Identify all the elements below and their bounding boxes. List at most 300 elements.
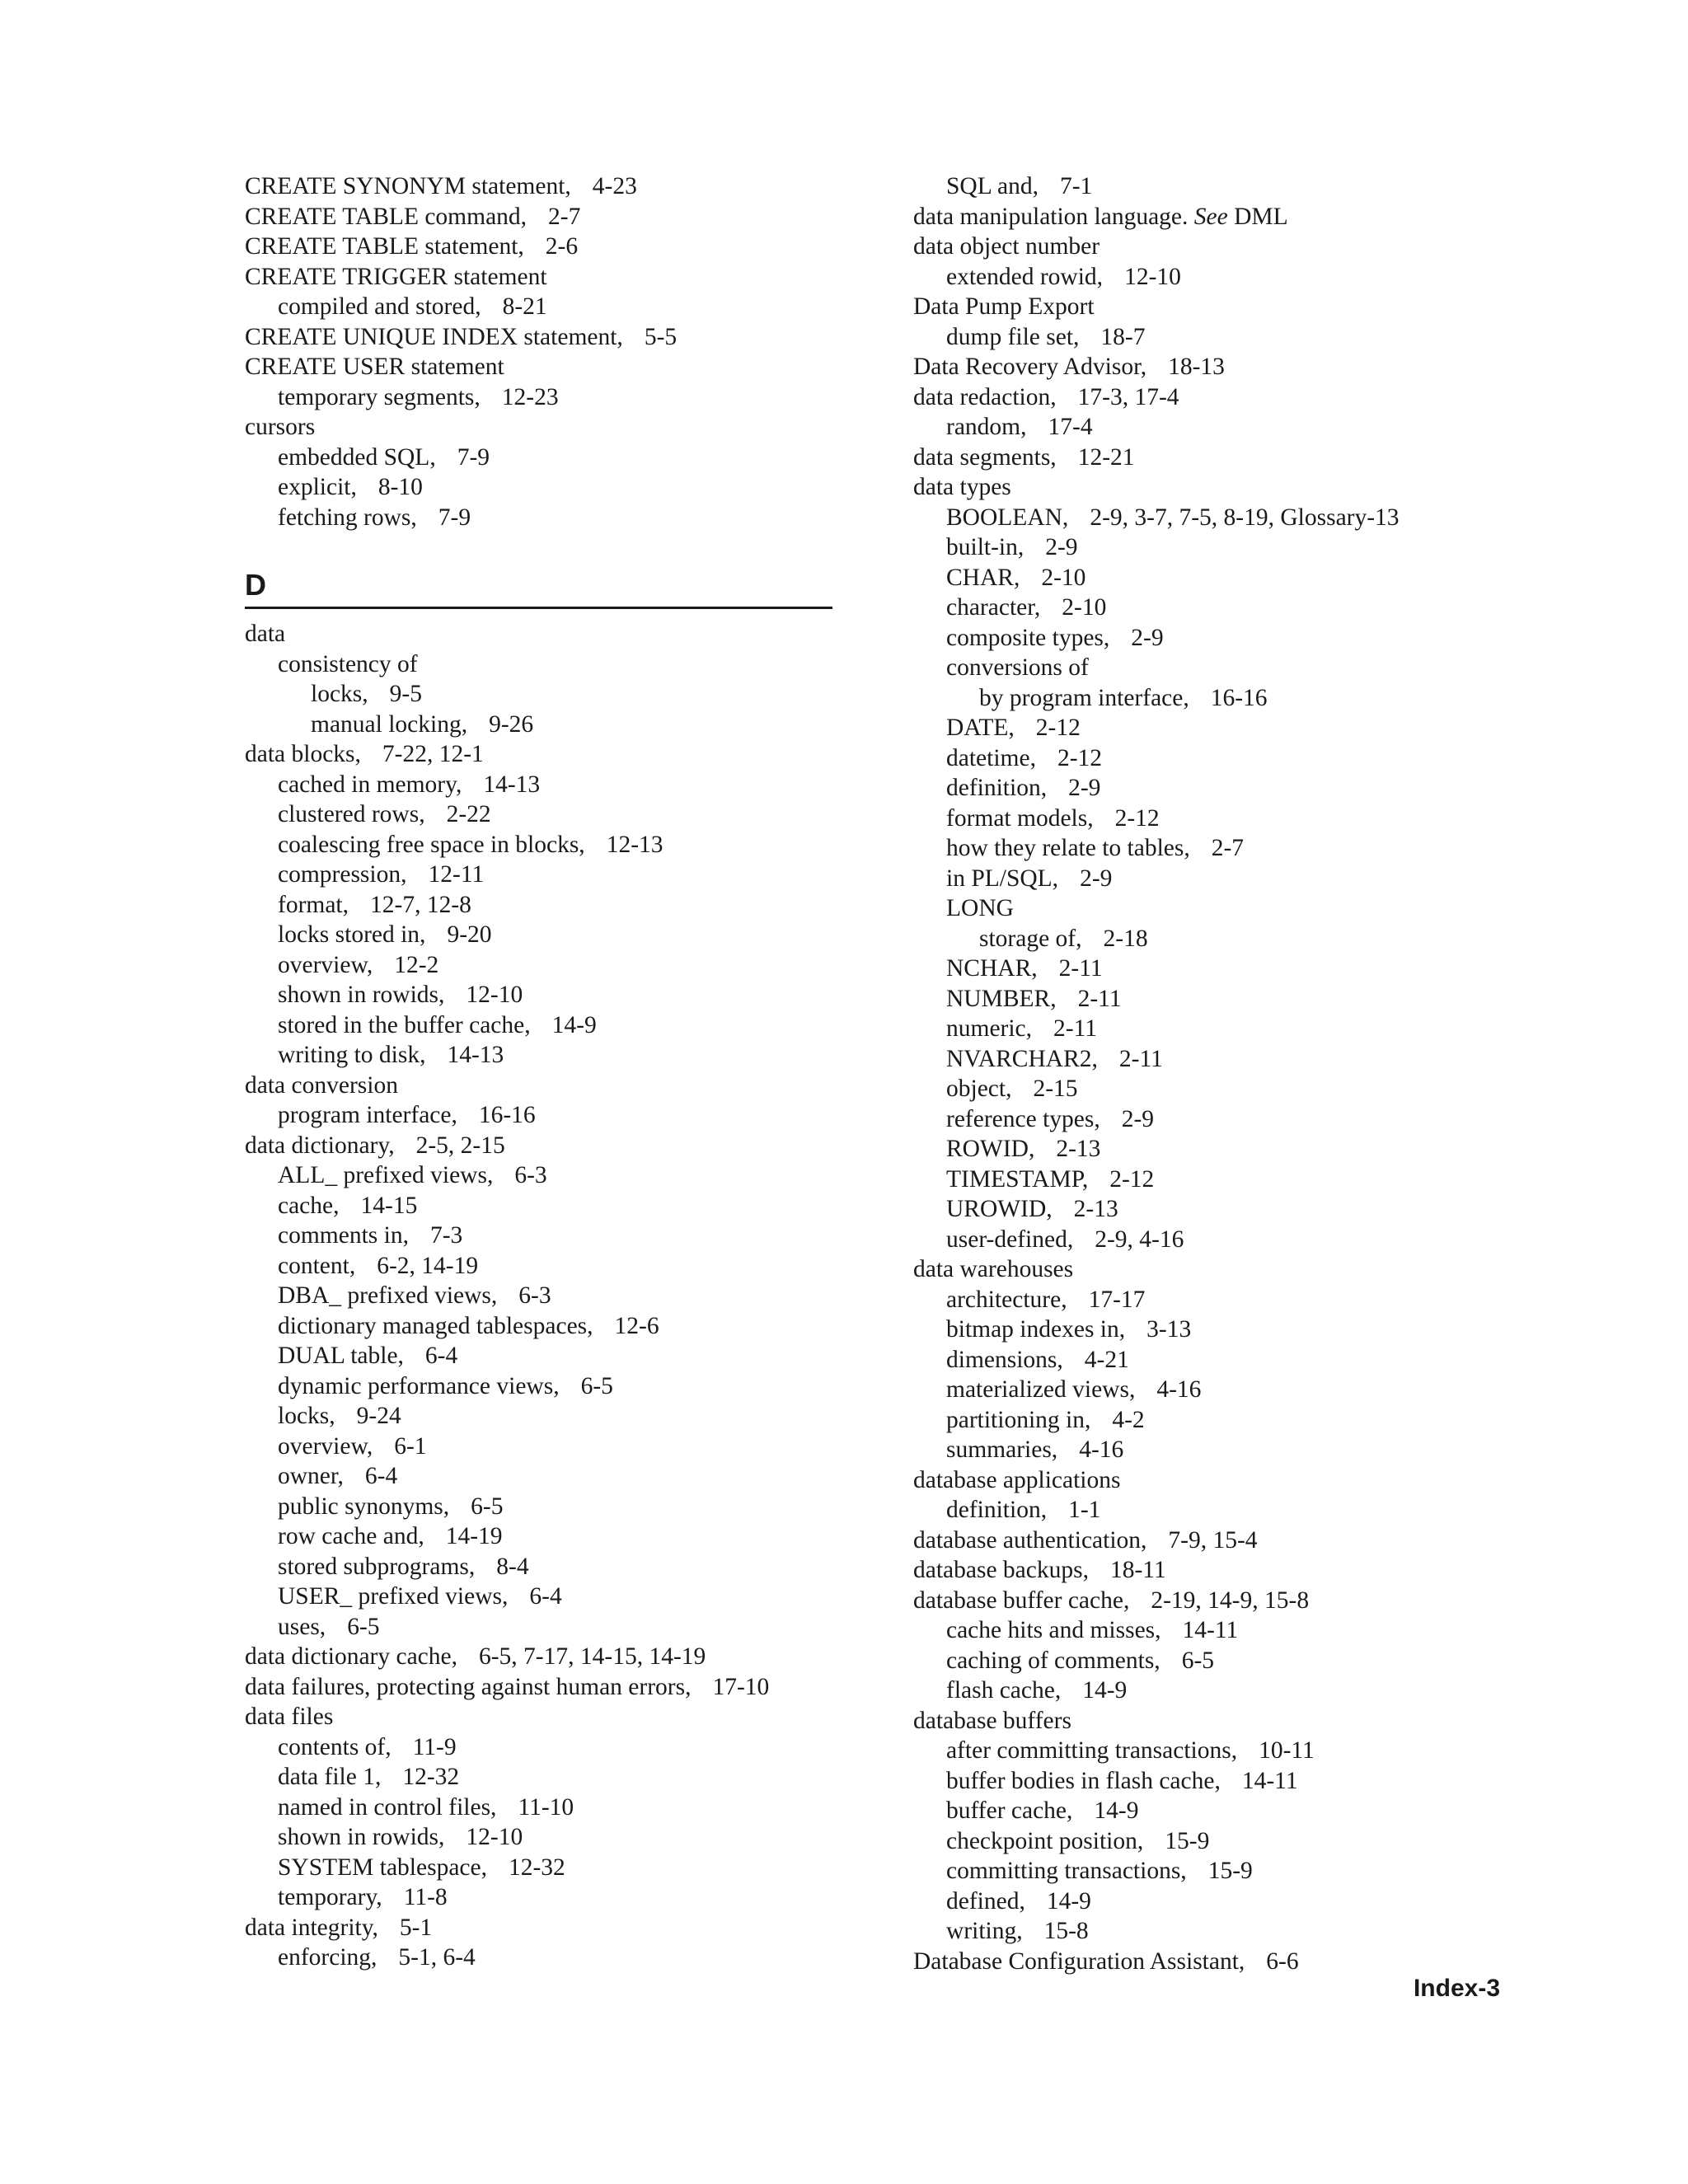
- page-reference: 2-9: [1045, 534, 1078, 560]
- index-term: storage of,: [979, 925, 1082, 952]
- index-term: stored in the buffer cache,: [278, 1011, 531, 1038]
- index-entry: [245, 1251, 838, 1282]
- page-reference: 6-2, 14-19: [377, 1252, 479, 1279]
- index-entry: [913, 1285, 1490, 1315]
- index-term: data files: [245, 1704, 334, 1730]
- page-reference: 4-2: [1112, 1406, 1145, 1433]
- page-reference: 8-4: [496, 1553, 529, 1580]
- page-reference: 14-9: [551, 1011, 597, 1038]
- index-entry: [913, 1526, 1490, 1556]
- index-term: locks,: [311, 681, 368, 707]
- index-entry: [913, 1104, 1490, 1135]
- index-term: CREATE UNIQUE INDEX statement,: [245, 323, 623, 350]
- index-term: shown in rowids,: [278, 1824, 445, 1850]
- index-term: definition,: [946, 1497, 1048, 1523]
- page-reference: 17-3, 17-4: [1077, 383, 1179, 410]
- index-entry: [913, 773, 1490, 804]
- page-reference: 4-23: [592, 173, 637, 199]
- page-reference: 17-4: [1048, 414, 1093, 440]
- index-term: compression,: [278, 861, 407, 888]
- index-term: data types: [913, 474, 1011, 500]
- page-reference: 8-21: [502, 293, 547, 320]
- index-entry: [245, 1010, 838, 1041]
- page-reference: 12-13: [606, 831, 663, 858]
- index-entry: [245, 322, 838, 353]
- page-reference: 2-10: [1041, 564, 1086, 591]
- index-entry: [913, 833, 1490, 864]
- index-term: content,: [278, 1252, 356, 1279]
- index-term: format models,: [946, 804, 1094, 832]
- page-reference: 2-9, 4-16: [1095, 1226, 1184, 1253]
- index-term: Data Pump Export: [913, 293, 1095, 320]
- index-term: data integrity,: [245, 1914, 378, 1941]
- page-reference: 15-9: [1165, 1827, 1210, 1854]
- index-term: cache,: [278, 1192, 340, 1219]
- index-entry: [913, 1916, 1490, 1947]
- index-term: materialized views,: [946, 1376, 1136, 1403]
- index-term: coalescing free space in blocks,: [278, 831, 585, 858]
- index-term: manual locking,: [311, 710, 468, 738]
- index-term: stored subprograms,: [278, 1553, 476, 1580]
- page-reference: 2-11: [1053, 1015, 1098, 1042]
- index-entry: [245, 830, 838, 860]
- index-entry: [913, 412, 1490, 443]
- index-entry: [245, 1221, 838, 1251]
- index-term: overview,: [278, 951, 373, 978]
- page-reference: 2-9: [1080, 865, 1113, 892]
- page-reference: 5-5: [644, 323, 678, 350]
- index-entry: [245, 860, 838, 890]
- index-term: format,: [278, 891, 349, 918]
- page-reference: 4-16: [1079, 1436, 1124, 1463]
- index-term: shown in rowids,: [278, 982, 445, 1008]
- index-term: NCHAR,: [946, 955, 1038, 982]
- index-entry: [913, 1495, 1490, 1526]
- index-column-left: [245, 171, 838, 1973]
- index-entry: [245, 1461, 838, 1492]
- page-reference: 5-1, 6-4: [398, 1944, 476, 1971]
- page-reference: 6-5: [580, 1372, 613, 1399]
- index-term: public synonyms,: [278, 1493, 450, 1520]
- index-term: data dictionary cache,: [245, 1643, 457, 1670]
- index-entry: [245, 890, 838, 921]
- index-entry: [913, 202, 1490, 232]
- index-term: program interface,: [278, 1102, 457, 1128]
- page-reference: 16-16: [1210, 684, 1268, 711]
- index-entry: [913, 382, 1490, 413]
- index-entry: [245, 1281, 838, 1311]
- index-term: data segments,: [913, 443, 1057, 471]
- index-entry: [913, 683, 1490, 714]
- page-reference: 3-13: [1146, 1316, 1192, 1343]
- index-entry: [245, 1341, 838, 1371]
- index-entry: [245, 679, 838, 710]
- index-entry: [913, 1435, 1490, 1465]
- index-term: flash cache,: [946, 1677, 1062, 1704]
- index-entry: [913, 1646, 1490, 1676]
- index-entry: [245, 649, 838, 680]
- page-number: Index-3: [1413, 1975, 1500, 2002]
- page-reference: 11-8: [403, 1884, 448, 1910]
- page-reference: 14-9: [1094, 1797, 1139, 1824]
- index-term: overview,: [278, 1432, 373, 1460]
- index-entry: [245, 1943, 838, 1973]
- index-entry: [245, 799, 838, 830]
- page-reference: 14-9: [1082, 1677, 1128, 1704]
- index-term: architecture,: [946, 1286, 1067, 1313]
- index-entry: [245, 980, 838, 1010]
- index-term: BOOLEAN,: [946, 504, 1069, 531]
- page-reference: 12-11: [428, 861, 485, 888]
- index-entry: [245, 352, 838, 382]
- page-reference: 2-13: [1056, 1136, 1101, 1162]
- index-term: extended rowid,: [946, 263, 1104, 290]
- index-column-right: [913, 171, 1490, 1976]
- index-entry: [913, 1074, 1490, 1104]
- page-reference: 7-3: [429, 1222, 463, 1249]
- index-entry: [913, 864, 1490, 894]
- page-reference: 10-11: [1259, 1737, 1315, 1764]
- index-entry: [913, 1345, 1490, 1376]
- index-term: data: [245, 621, 286, 647]
- index-term: reference types,: [946, 1105, 1100, 1132]
- index-entry: [913, 292, 1490, 322]
- index-term: data failures, protecting against human errors,: [245, 1673, 692, 1700]
- index-entry: [245, 1401, 838, 1432]
- index-term: datetime,: [946, 744, 1036, 771]
- page-reference: 2-19, 14-9, 15-8: [1151, 1586, 1310, 1614]
- index-term: cached in memory,: [278, 771, 462, 798]
- index-entry: [245, 1793, 838, 1823]
- index-entry: [913, 472, 1490, 503]
- page-reference: 2-9: [1131, 624, 1164, 651]
- index-entry: [913, 1826, 1490, 1857]
- page-reference: 7-22, 12-1: [382, 741, 484, 767]
- page-reference: 18-7: [1100, 323, 1146, 350]
- page-reference: 18-11: [1109, 1557, 1166, 1583]
- index-term: CREATE TRIGGER statement: [245, 263, 547, 290]
- index-term: by program interface,: [979, 684, 1189, 711]
- page-reference: 12-21: [1077, 443, 1135, 471]
- index-term: data object number: [913, 233, 1100, 260]
- index-entry: [245, 382, 838, 413]
- index-term: LONG: [946, 895, 1014, 921]
- index-entry: [913, 1134, 1490, 1165]
- index-term: DUAL table,: [278, 1343, 404, 1369]
- page-reference: 2-6: [545, 233, 579, 260]
- index-entry: [913, 1886, 1490, 1917]
- index-entry: [913, 893, 1490, 924]
- page-reference: 12-32: [402, 1764, 460, 1790]
- index-entry: [245, 1612, 838, 1643]
- index-term: database authentication,: [913, 1526, 1147, 1554]
- page-reference: 4-16: [1156, 1376, 1202, 1403]
- index-term: database buffers: [913, 1707, 1071, 1734]
- index-entry: [245, 1100, 838, 1131]
- page-reference: 7-9, 15-4: [1168, 1526, 1258, 1554]
- index-entry: [245, 1492, 838, 1522]
- index-entry: [245, 770, 838, 800]
- index-term: comments in,: [278, 1222, 409, 1249]
- page-reference: 6-1: [394, 1432, 427, 1460]
- page-reference: 14-13: [447, 1042, 504, 1068]
- index-entry-list: [245, 619, 838, 1973]
- index-entry: [913, 1796, 1490, 1826]
- index-term: defined,: [946, 1887, 1025, 1915]
- index-entry: [913, 1375, 1490, 1405]
- page-reference: 4-21: [1084, 1346, 1129, 1373]
- index-term: character,: [946, 594, 1041, 621]
- index-term: row cache and,: [278, 1523, 424, 1549]
- index-entry: [245, 412, 838, 443]
- index-term: caching of comments,: [946, 1647, 1160, 1674]
- page-reference: 2-11: [1058, 955, 1103, 982]
- index-term: explicit,: [278, 474, 357, 500]
- index-entry: [913, 804, 1490, 834]
- page-reference: 14-15: [360, 1192, 418, 1219]
- index-term: writing,: [946, 1918, 1023, 1944]
- page-reference: 12-10: [466, 982, 523, 1008]
- index-term: summaries,: [946, 1436, 1058, 1463]
- index-term: object,: [946, 1076, 1012, 1102]
- page-reference: 14-11: [1241, 1767, 1298, 1794]
- index-term: buffer cache,: [946, 1797, 1073, 1824]
- page-reference: 2-9, 3-7, 7-5, 8-19, Glossary-13: [1090, 504, 1400, 531]
- index-entry: [245, 1040, 838, 1071]
- index-entry-list: [245, 171, 838, 532]
- index-entry: [913, 1405, 1490, 1436]
- index-entry: [913, 653, 1490, 683]
- index-entry: [913, 262, 1490, 293]
- index-entry: [245, 1160, 838, 1191]
- index-term: user-defined,: [946, 1226, 1074, 1253]
- index-entry: [913, 1947, 1490, 1977]
- index-entry: [913, 1856, 1490, 1886]
- index-entry: [245, 1913, 838, 1943]
- index-term: CREATE SYNONYM statement,: [245, 173, 571, 199]
- page-reference: 6-4: [529, 1583, 562, 1610]
- index-term: locks,: [278, 1403, 335, 1429]
- index-entry: [245, 1642, 838, 1672]
- index-entry: [913, 1014, 1490, 1044]
- index-term: clustered rows,: [278, 801, 425, 827]
- index-term: SYSTEM tablespace,: [278, 1854, 487, 1881]
- index-entry: [913, 352, 1490, 382]
- page-reference: 7-1: [1059, 173, 1093, 199]
- index-term: dynamic performance views,: [278, 1372, 560, 1399]
- index-term: conversions of: [946, 654, 1089, 681]
- page-reference: 15-9: [1207, 1858, 1253, 1884]
- index-term: uses,: [278, 1613, 326, 1640]
- index-entry: [913, 1675, 1490, 1706]
- page-reference: 2-9: [1068, 775, 1101, 801]
- index-entry: [913, 743, 1490, 774]
- index-entry: [913, 1044, 1490, 1075]
- page-reference: 6-4: [364, 1463, 398, 1489]
- index-term: in PL/SQL,: [946, 865, 1059, 892]
- index-entry: [245, 1882, 838, 1913]
- index-term: CREATE TABLE statement,: [245, 233, 524, 260]
- index-entry: [245, 292, 838, 322]
- index-term: CREATE USER statement: [245, 354, 504, 380]
- index-entry: [245, 1311, 838, 1342]
- index-term: temporary segments,: [278, 383, 481, 410]
- index-entry: [913, 984, 1490, 1015]
- index-entry: [245, 950, 838, 981]
- index-term: data dictionary,: [245, 1132, 395, 1159]
- index-term: buffer bodies in flash cache,: [946, 1767, 1221, 1794]
- page-reference: 2-13: [1073, 1196, 1118, 1222]
- index-term: numeric,: [946, 1015, 1033, 1042]
- index-entry: [913, 1766, 1490, 1797]
- index-entry: [913, 1225, 1490, 1255]
- page-reference: 2-15: [1033, 1076, 1078, 1102]
- index-entry: [913, 443, 1490, 473]
- index-term: data conversion: [245, 1071, 398, 1099]
- page-reference: 2-12: [1114, 804, 1160, 832]
- index-term: CREATE TABLE command,: [245, 203, 528, 230]
- index-term: database buffer cache,: [913, 1586, 1130, 1614]
- page-reference: 2-18: [1103, 925, 1148, 952]
- index-entry: [245, 619, 838, 649]
- index-entry: [245, 503, 838, 533]
- index-term: ROWID,: [946, 1136, 1035, 1162]
- index-term: dimensions,: [946, 1346, 1063, 1373]
- index-entry: [913, 563, 1490, 593]
- index-entry: [245, 1853, 838, 1883]
- index-entry: [245, 1071, 838, 1101]
- section-letter-heading: D: [245, 568, 266, 602]
- index-term: locks stored in,: [278, 921, 426, 948]
- index-term: USER_ prefixed views,: [278, 1583, 509, 1610]
- index-entry: [245, 472, 838, 503]
- page-reference: 16-16: [478, 1102, 536, 1128]
- page-reference: 17-17: [1088, 1286, 1146, 1313]
- page-reference: 2-12: [1109, 1165, 1155, 1193]
- index-term: data file 1,: [278, 1764, 382, 1790]
- index-entry: [245, 1191, 838, 1221]
- page-reference: 2-5, 2-15: [415, 1132, 505, 1159]
- index-term: data blocks,: [245, 741, 361, 767]
- index-entry: [245, 1371, 838, 1402]
- page-reference: 15-8: [1043, 1918, 1089, 1944]
- page-reference: 2-12: [1035, 715, 1081, 741]
- index-entry: [913, 232, 1490, 262]
- page-reference: 5-1: [399, 1914, 433, 1941]
- page-reference: 9-24: [356, 1403, 401, 1429]
- index-term: data redaction,: [913, 383, 1057, 410]
- index-term: Database Configuration Assistant,: [913, 1947, 1245, 1975]
- page-reference: 6-3: [518, 1282, 551, 1309]
- index-entry: [913, 924, 1490, 954]
- index-entry: [913, 503, 1490, 533]
- index-entry: [245, 1552, 838, 1582]
- index-entry: [245, 262, 838, 293]
- index-term: consistency of: [278, 650, 418, 677]
- index-term: TIMESTAMP,: [946, 1165, 1089, 1193]
- index-entry: [913, 171, 1490, 202]
- index-entry: [245, 1822, 838, 1853]
- index-term: checkpoint position,: [946, 1827, 1144, 1854]
- index-term: dump file set,: [946, 323, 1080, 350]
- index-term: definition,: [946, 775, 1048, 801]
- page-reference: 18-13: [1168, 354, 1225, 380]
- index-entry: [245, 1131, 838, 1161]
- page-reference: 6-4: [424, 1343, 458, 1369]
- index-term: NUMBER,: [946, 985, 1057, 1012]
- index-entry: [913, 1555, 1490, 1586]
- index-entry: [245, 443, 838, 473]
- page-reference: 6-5: [347, 1613, 380, 1640]
- index-term: embedded SQL,: [278, 443, 436, 471]
- index-term: compiled and stored,: [278, 293, 481, 320]
- index-entry: [245, 1432, 838, 1462]
- page-reference: 9-20: [447, 921, 492, 948]
- index-entry: [913, 1465, 1490, 1496]
- page-reference: 6-3: [514, 1162, 547, 1188]
- index-entry: [245, 202, 838, 232]
- index-entry: [913, 532, 1490, 563]
- index-entry: [913, 1165, 1490, 1195]
- index-term: writing to disk,: [278, 1042, 426, 1068]
- index-entry: [245, 171, 838, 202]
- index-entry: [245, 739, 838, 770]
- index-term: enforcing,: [278, 1944, 377, 1971]
- index-term: after committing transactions,: [946, 1737, 1238, 1764]
- index-term: Data Recovery Advisor,: [913, 354, 1147, 380]
- page-reference: 7-9: [457, 443, 490, 471]
- page-reference: 2-22: [446, 801, 491, 827]
- page-reference: 17-10: [712, 1673, 770, 1700]
- index-term: NVARCHAR2,: [946, 1045, 1098, 1072]
- page-reference: 11-9: [412, 1733, 457, 1760]
- index-entry: [245, 232, 838, 262]
- index-term: data manipulation language.: [913, 203, 1189, 230]
- index-entry: [913, 1586, 1490, 1616]
- page-reference: 14-9: [1046, 1887, 1091, 1915]
- page-reference: 2-11: [1077, 985, 1122, 1012]
- page-reference: 2-12: [1057, 744, 1103, 771]
- index-entry: [913, 1615, 1490, 1646]
- see-reference-target: DML: [1234, 203, 1288, 230]
- page-reference: 9-5: [389, 681, 422, 707]
- page-reference: 12-23: [501, 383, 559, 410]
- index-term: database applications: [913, 1466, 1121, 1493]
- index-term: owner,: [278, 1463, 344, 1489]
- page-reference: 11-10: [518, 1793, 574, 1821]
- index-term: how they relate to tables,: [946, 835, 1190, 861]
- page-reference: 6-5, 7-17, 14-15, 14-19: [478, 1643, 706, 1670]
- index-term: random,: [946, 414, 1027, 440]
- page-reference: 12-32: [508, 1854, 565, 1881]
- index-entry: [245, 1762, 838, 1793]
- page-reference: 12-10: [466, 1824, 523, 1850]
- page-reference: 2-10: [1062, 594, 1107, 621]
- index-entry: [245, 1732, 838, 1763]
- index-entry: [913, 713, 1490, 743]
- index-entry: [913, 322, 1490, 353]
- index-term: data warehouses: [913, 1256, 1074, 1282]
- index-term: named in control files,: [278, 1793, 497, 1821]
- index-entry: [913, 1736, 1490, 1766]
- index-entry: [913, 1706, 1490, 1736]
- index-term: UROWID,: [946, 1196, 1053, 1222]
- page-reference: 1-1: [1068, 1497, 1101, 1523]
- index-term: committing transactions,: [946, 1858, 1187, 1884]
- page-reference: 2-7: [548, 203, 581, 230]
- index-entry: [913, 1254, 1490, 1285]
- index-entry: [245, 1582, 838, 1612]
